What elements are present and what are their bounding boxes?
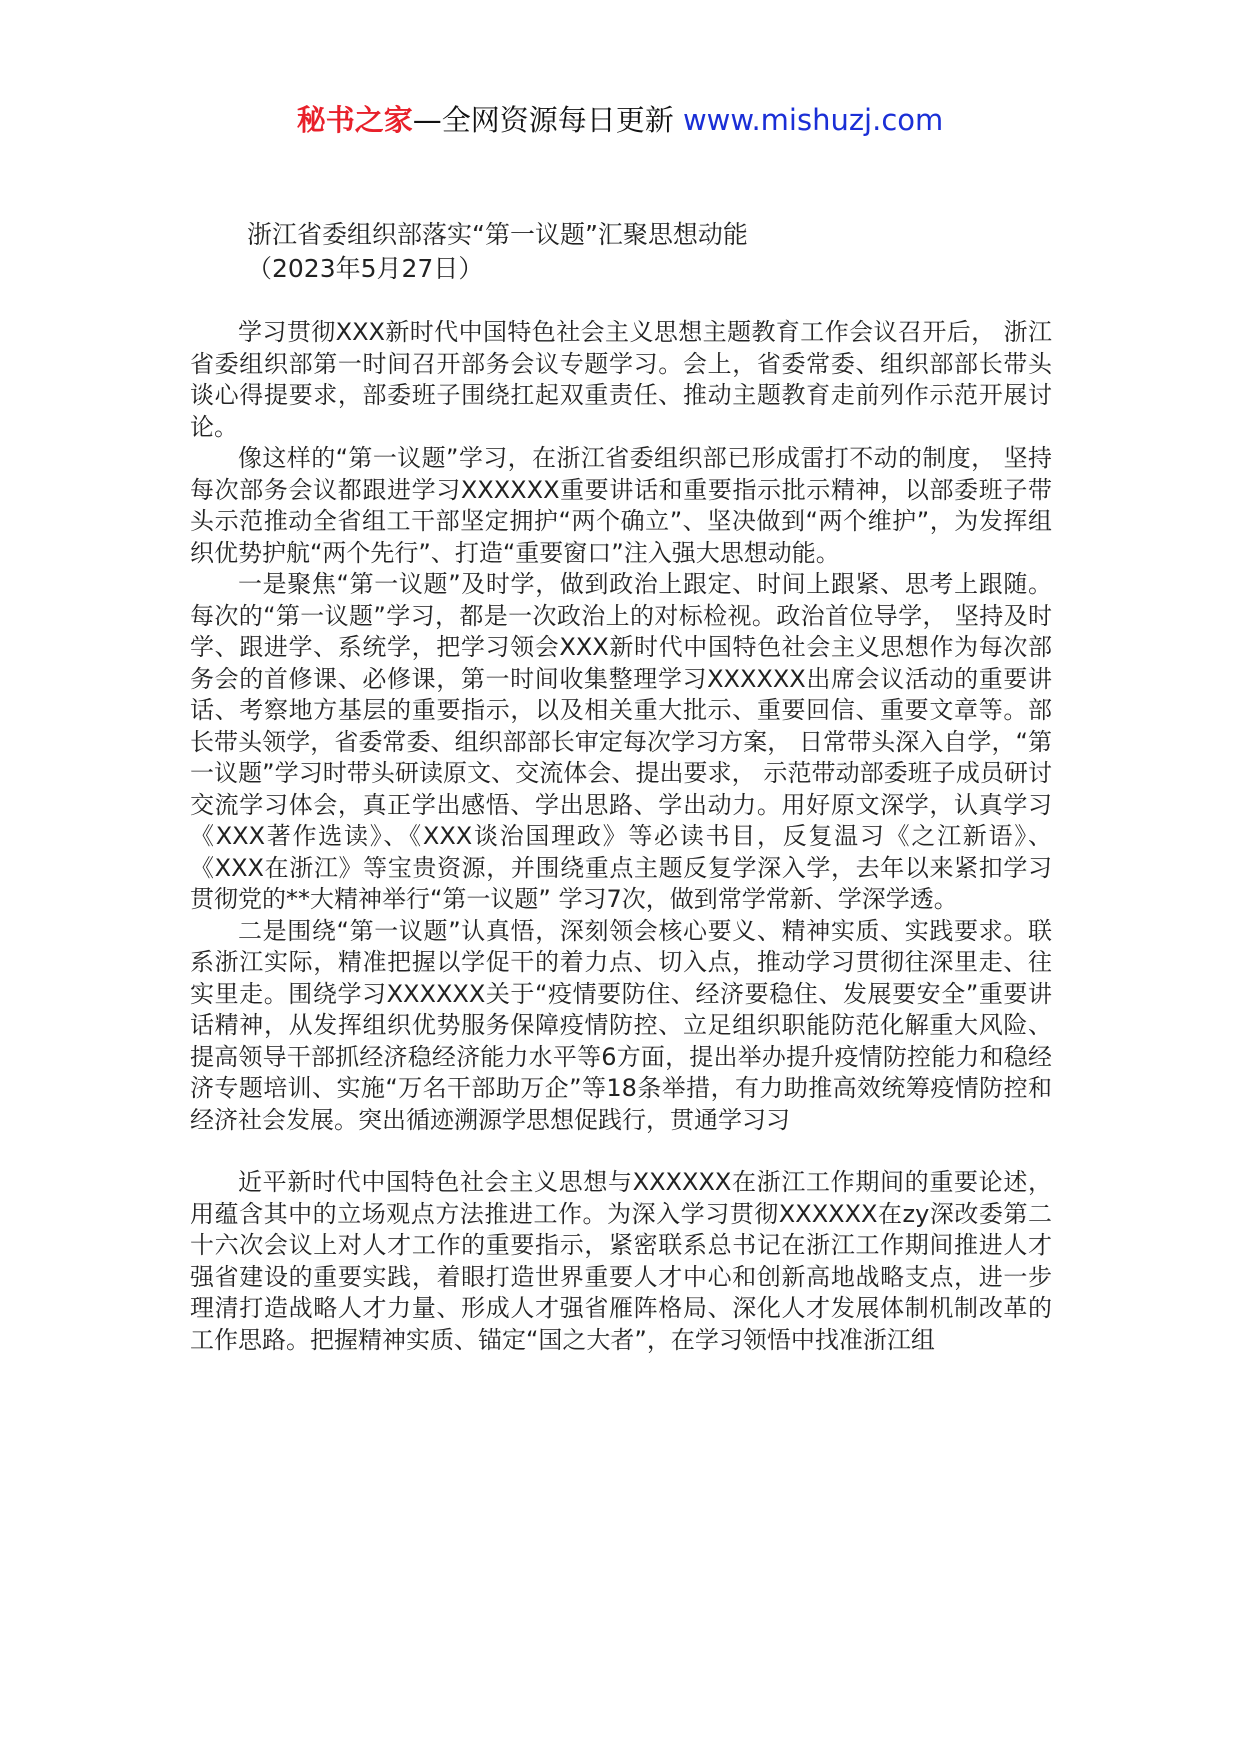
body-paragraph: 二是围绕“第一议题”认真悟，深刻领会核心要义、精神实质、实践要求。联系浙江实际，精准把握以学促干的着力点、切入点，推动学习贯彻往深里走、往实里走。围绕学习XXXXXX关于“疫情要防住、经济要稳住、发展要安全”重要讲话精神，从发挥组织优势服务保障疫情防控、立足组织职能防范化解重大风险、提高领导干部抓经济稳经济能力水平等6方面，提出举办提升疫情防控能力和稳经济专题培训、实施“万名干部助万企”等18条举措，有力助推高效统筹疫情防控和经济社会发展。突出循迹溯源学思想促践行，贯通学习习 xyxy=(190,916,1052,1134)
body-paragraph: 一是聚焦“第一议题”及时学，做到政治上跟定、时间上跟紧、思考上跟随。每次的“第一议题”学习，都是一次政治上的对标检视。政治首位导学， 坚持及时学、跟进学、系统学，把学习领会XXX新时代中国特色社会主义思想作为每次部务会的首修课、必修课，第一时间收集整理学习XXXXXX出席会议活动的重要讲话、考察地方基层的重要指示，以及相关重大批示、重要回信、重要文章等。部长带头领学，省委常委、组织部部长审定每次学习方案， 日常带头深入自学，“第一议题”学习时带头研读原文、交流体会、提出要求， 示范带动部委班子成员研讨交流学习体会，真正学出感悟、学出思路、学出动力。用好原文深学，认真学习《XXX著作选读》、《XXX谈治国理政》等必读书目，反复温习《之江新语》、《XXX在浙江》等宝贵资源，并围绕重点主题反复学深入学，去年以来紧扣学习贯彻党的**大精神举行“第一议题” 学习7次，做到常学常新、学深学透。 xyxy=(190,570,1052,913)
document-date: （2023年5月27日） xyxy=(247,254,484,283)
site-url-link[interactable]: www.mishuzj.com xyxy=(682,103,944,137)
body-paragraph: 近平新时代中国特色社会主义思想与XXXXXX在浙江工作期间的重要论述，用蕴含其中的立场观点方法推进工作。为深入学习贯彻XXXXXX在zy深改委第二十六次会议上对人才工作的重要指示，紧密联系总书记在浙江工作期间推进人才强省建设的重要实践，着眼打造世界重要人才中心和创新高地战略支点，进一步理清打造战略人才力量、形成人才强省雁阵格局、深化人才发展体制机制改革的工作思路。把握精神实质、锚定“国之大者”，在学习领悟中找准浙江组 xyxy=(190,1168,1052,1354)
body-paragraph: 像这样的“第一议题”学习，在浙江省委组织部已形成雷打不动的制度， 坚持每次部务会议都跟进学习XXXXXX重要讲话和重要指示批示精神，以部委班子带头示范推动全省组工干部坚定拥护“两个确立”、坚决做到“两个维护”，为发挥组织优势护航“两个先行”、打造“重要窗口”注入强大思想动能。 xyxy=(190,444,1052,567)
site-tagline: —全网资源每日更新 xyxy=(412,103,674,137)
document-title-block xyxy=(247,218,748,286)
body-paragraph: 学习贯彻XXX新时代中国特色社会主义思想主题教育工作会议召开后， 浙江省委组织部第一时间召开部务会议专题学习。会上，省委常委、组织部部长带头谈心得提要求，部委班子围绕扛起双重责任、推动主题教育走前列作示范开展讨论。 xyxy=(190,318,1052,441)
document-body xyxy=(190,317,1052,1356)
document-title: 浙江省委组织部落实“第一议题”汇聚思想动能 xyxy=(247,220,748,249)
site-header xyxy=(0,100,1240,140)
site-brand: 秘书之家 xyxy=(296,103,413,137)
